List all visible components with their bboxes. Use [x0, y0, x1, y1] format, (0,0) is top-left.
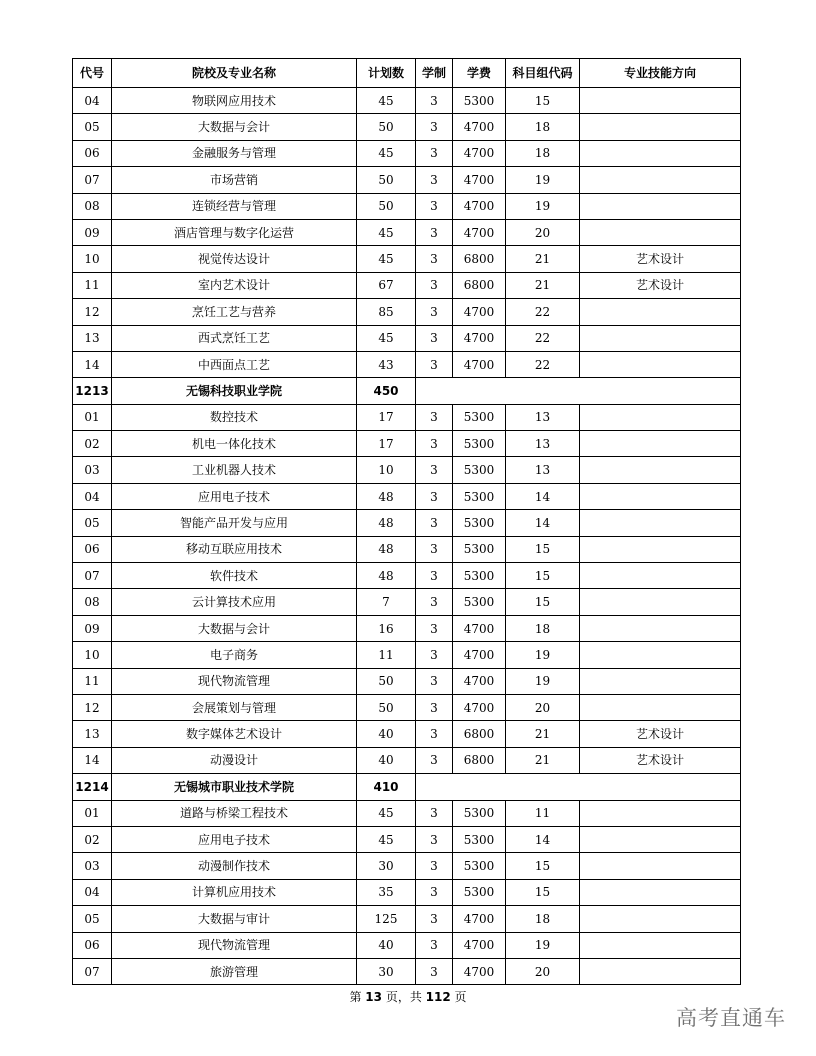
study-years: 3 [416, 457, 453, 483]
table-row [73, 219, 741, 245]
subject-group-code: 22 [506, 351, 580, 377]
study-years: 3 [416, 351, 453, 377]
study-years: 3 [416, 694, 453, 720]
plan-count: 43 [357, 351, 416, 377]
major-name: 市场营销 [112, 167, 357, 193]
major-code: 12 [73, 694, 112, 720]
tuition-fee: 6800 [453, 721, 506, 747]
subject-group-code: 13 [506, 457, 580, 483]
table-row [73, 510, 741, 536]
tuition-fee: 5300 [453, 483, 506, 509]
skill-direction [580, 853, 741, 879]
major-code: 02 [73, 431, 112, 457]
plan-count: 17 [357, 404, 416, 430]
subject-group-code: 19 [506, 932, 580, 958]
tuition-fee: 4700 [453, 325, 506, 351]
skill-direction [580, 958, 741, 984]
header-years: 学制 [416, 59, 453, 88]
subject-group-code: 14 [506, 483, 580, 509]
plan-count: 40 [357, 747, 416, 773]
skill-direction [580, 431, 741, 457]
plan-count: 50 [357, 193, 416, 219]
plan-count: 45 [357, 219, 416, 245]
study-years: 3 [416, 140, 453, 166]
skill-direction [580, 193, 741, 219]
major-name: 智能产品开发与应用 [112, 510, 357, 536]
major-name: 应用电子技术 [112, 826, 357, 852]
table-row [73, 88, 741, 114]
major-code: 05 [73, 510, 112, 536]
subject-group-code: 20 [506, 958, 580, 984]
table-body [73, 88, 741, 985]
skill-direction [580, 325, 741, 351]
skill-direction [580, 906, 741, 932]
subject-group-code: 15 [506, 88, 580, 114]
skill-direction [580, 932, 741, 958]
major-name: 大数据与会计 [112, 114, 357, 140]
table-row [73, 906, 741, 932]
footer-total-pages: 112 [425, 990, 451, 1004]
major-code: 04 [73, 483, 112, 509]
table-row [73, 193, 741, 219]
major-code: 07 [73, 958, 112, 984]
subject-group-code: 14 [506, 510, 580, 536]
subject-group-code: 21 [506, 272, 580, 298]
study-years: 3 [416, 642, 453, 668]
table-row [73, 563, 741, 589]
tuition-fee: 5300 [453, 536, 506, 562]
major-code: 01 [73, 800, 112, 826]
major-name: 大数据与审计 [112, 906, 357, 932]
major-name: 大数据与会计 [112, 615, 357, 641]
subject-group-code: 11 [506, 800, 580, 826]
table-row [73, 272, 741, 298]
subject-group-code: 18 [506, 615, 580, 641]
table-row [73, 299, 741, 325]
skill-direction [580, 642, 741, 668]
skill-direction [580, 879, 741, 905]
plan-count: 48 [357, 510, 416, 536]
subject-group-code: 19 [506, 642, 580, 668]
table-row [73, 431, 741, 457]
major-name: 数字媒体艺术设计 [112, 721, 357, 747]
major-code: 07 [73, 563, 112, 589]
major-name: 西式烹饪工艺 [112, 325, 357, 351]
major-code: 01 [73, 404, 112, 430]
tuition-fee: 4700 [453, 167, 506, 193]
study-years: 3 [416, 246, 453, 272]
subject-group-code: 15 [506, 536, 580, 562]
school-plan-total: 450 [357, 378, 416, 404]
watermark: 高考直通车 [676, 1006, 786, 1030]
skill-direction [580, 510, 741, 536]
plan-count: 45 [357, 140, 416, 166]
study-years: 3 [416, 668, 453, 694]
major-name: 视觉传达设计 [112, 246, 357, 272]
subject-group-code: 18 [506, 906, 580, 932]
plan-count: 11 [357, 642, 416, 668]
study-years: 3 [416, 272, 453, 298]
plan-count: 16 [357, 615, 416, 641]
school-name: 无锡科技职业学院 [112, 378, 357, 404]
table-row [73, 140, 741, 166]
study-years: 3 [416, 325, 453, 351]
major-name: 现代物流管理 [112, 932, 357, 958]
table-header-row [73, 59, 741, 88]
table-row [73, 404, 741, 430]
subject-group-code: 19 [506, 193, 580, 219]
major-name: 酒店管理与数字化运营 [112, 219, 357, 245]
major-code: 11 [73, 272, 112, 298]
study-years: 3 [416, 114, 453, 140]
school-code: 1213 [73, 378, 112, 404]
tuition-fee: 5300 [453, 404, 506, 430]
table-row [73, 932, 741, 958]
major-code: 06 [73, 536, 112, 562]
plan-count: 45 [357, 325, 416, 351]
plan-count: 40 [357, 721, 416, 747]
study-years: 3 [416, 510, 453, 536]
skill-direction [580, 219, 741, 245]
study-years: 3 [416, 431, 453, 457]
major-code: 05 [73, 114, 112, 140]
table-row [73, 800, 741, 826]
footer-prefix: 第 [349, 990, 362, 1004]
major-name: 电子商务 [112, 642, 357, 668]
table-row [73, 721, 741, 747]
header-skill-direction: 专业技能方向 [580, 59, 741, 88]
subject-group-code: 15 [506, 589, 580, 615]
tuition-fee: 6800 [453, 747, 506, 773]
study-years: 3 [416, 299, 453, 325]
table-row [73, 642, 741, 668]
study-years: 3 [416, 167, 453, 193]
major-code: 10 [73, 642, 112, 668]
plan-count: 10 [357, 457, 416, 483]
table-row [73, 589, 741, 615]
tuition-fee: 4700 [453, 299, 506, 325]
table-row [73, 246, 741, 272]
subject-group-code: 19 [506, 668, 580, 694]
subject-group-code: 20 [506, 219, 580, 245]
skill-direction: 艺术设计 [580, 272, 741, 298]
table-row [73, 615, 741, 641]
subject-group-code: 22 [506, 299, 580, 325]
study-years: 3 [416, 853, 453, 879]
major-name: 应用电子技术 [112, 483, 357, 509]
footer-page-number: 13 [365, 990, 382, 1004]
major-name: 计算机应用技术 [112, 879, 357, 905]
major-name: 物联网应用技术 [112, 88, 357, 114]
major-name: 动漫制作技术 [112, 853, 357, 879]
school-row [73, 378, 741, 404]
plan-count: 7 [357, 589, 416, 615]
major-name: 现代物流管理 [112, 668, 357, 694]
study-years: 3 [416, 906, 453, 932]
plan-count: 50 [357, 114, 416, 140]
skill-direction [580, 589, 741, 615]
skill-direction [580, 351, 741, 377]
major-code: 14 [73, 747, 112, 773]
footer-middle: 页，共 [385, 990, 422, 1004]
tuition-fee: 4700 [453, 615, 506, 641]
major-code: 03 [73, 853, 112, 879]
tuition-fee: 5300 [453, 510, 506, 536]
table-row [73, 114, 741, 140]
tuition-fee: 5300 [453, 800, 506, 826]
skill-direction [580, 800, 741, 826]
major-code: 12 [73, 299, 112, 325]
table-row [73, 668, 741, 694]
header-subject-code: 科目组代码 [506, 59, 580, 88]
subject-group-code: 15 [506, 563, 580, 589]
major-code: 02 [73, 826, 112, 852]
skill-direction [580, 457, 741, 483]
major-name: 移动互联应用技术 [112, 536, 357, 562]
major-name: 工业机器人技术 [112, 457, 357, 483]
major-code: 06 [73, 932, 112, 958]
skill-direction: 艺术设计 [580, 246, 741, 272]
subject-group-code: 22 [506, 325, 580, 351]
plan-count: 48 [357, 536, 416, 562]
major-name: 云计算技术应用 [112, 589, 357, 615]
plan-count: 35 [357, 879, 416, 905]
school-row-blank [416, 774, 741, 800]
skill-direction [580, 668, 741, 694]
plan-count: 30 [357, 958, 416, 984]
tuition-fee: 4700 [453, 906, 506, 932]
tuition-fee: 5300 [453, 457, 506, 483]
plan-count: 45 [357, 246, 416, 272]
skill-direction [580, 536, 741, 562]
footer-suffix: 页 [454, 990, 467, 1004]
major-name: 数控技术 [112, 404, 357, 430]
plan-count: 50 [357, 167, 416, 193]
table-row [73, 536, 741, 562]
plan-count: 67 [357, 272, 416, 298]
plan-count: 50 [357, 668, 416, 694]
header-plan: 计划数 [357, 59, 416, 88]
skill-direction [580, 140, 741, 166]
skill-direction [580, 299, 741, 325]
major-code: 13 [73, 325, 112, 351]
major-code: 06 [73, 140, 112, 166]
school-row [73, 774, 741, 800]
study-years: 3 [416, 219, 453, 245]
subject-group-code: 15 [506, 853, 580, 879]
tuition-fee: 4700 [453, 219, 506, 245]
major-code: 08 [73, 589, 112, 615]
tuition-fee: 4700 [453, 958, 506, 984]
school-plan-total: 410 [357, 774, 416, 800]
subject-group-code: 14 [506, 826, 580, 852]
table-row [73, 879, 741, 905]
major-name: 室内艺术设计 [112, 272, 357, 298]
tuition-fee: 6800 [453, 246, 506, 272]
tuition-fee: 5300 [453, 563, 506, 589]
skill-direction [580, 88, 741, 114]
school-code: 1214 [73, 774, 112, 800]
skill-direction [580, 694, 741, 720]
major-code: 09 [73, 615, 112, 641]
major-name: 连锁经营与管理 [112, 193, 357, 219]
major-name: 软件技术 [112, 563, 357, 589]
study-years: 3 [416, 879, 453, 905]
study-years: 3 [416, 721, 453, 747]
study-years: 3 [416, 589, 453, 615]
study-years: 3 [416, 615, 453, 641]
tuition-fee: 5300 [453, 589, 506, 615]
major-name: 金融服务与管理 [112, 140, 357, 166]
table-row [73, 694, 741, 720]
header-name: 院校及专业名称 [112, 59, 357, 88]
study-years: 3 [416, 747, 453, 773]
study-years: 3 [416, 826, 453, 852]
subject-group-code: 18 [506, 114, 580, 140]
major-code: 05 [73, 906, 112, 932]
major-name: 会展策划与管理 [112, 694, 357, 720]
tuition-fee: 4700 [453, 694, 506, 720]
table-row [73, 853, 741, 879]
tuition-fee: 4700 [453, 668, 506, 694]
major-name: 旅游管理 [112, 958, 357, 984]
school-row-blank [416, 378, 741, 404]
study-years: 3 [416, 563, 453, 589]
header-code: 代号 [73, 59, 112, 88]
plan-count: 30 [357, 853, 416, 879]
major-code: 07 [73, 167, 112, 193]
table-row [73, 747, 741, 773]
tuition-fee: 4700 [453, 140, 506, 166]
major-code: 03 [73, 457, 112, 483]
major-code: 11 [73, 668, 112, 694]
skill-direction [580, 404, 741, 430]
major-name: 中西面点工艺 [112, 351, 357, 377]
tuition-fee: 6800 [453, 272, 506, 298]
study-years: 3 [416, 536, 453, 562]
study-years: 3 [416, 404, 453, 430]
tuition-fee: 4700 [453, 932, 506, 958]
major-name: 烹饪工艺与营养 [112, 299, 357, 325]
skill-direction [580, 615, 741, 641]
study-years: 3 [416, 800, 453, 826]
major-code: 14 [73, 351, 112, 377]
plan-count: 125 [357, 906, 416, 932]
plan-count: 48 [357, 483, 416, 509]
table-row [73, 457, 741, 483]
subject-group-code: 21 [506, 747, 580, 773]
plan-count: 45 [357, 800, 416, 826]
table-row [73, 325, 741, 351]
major-name: 机电一体化技术 [112, 431, 357, 457]
tuition-fee: 5300 [453, 88, 506, 114]
school-name: 无锡城市职业技术学院 [112, 774, 357, 800]
skill-direction [580, 114, 741, 140]
plan-count: 17 [357, 431, 416, 457]
skill-direction [580, 563, 741, 589]
tuition-fee: 5300 [453, 853, 506, 879]
skill-direction [580, 167, 741, 193]
major-code: 04 [73, 88, 112, 114]
enrollment-plan-table [72, 58, 741, 985]
subject-group-code: 21 [506, 721, 580, 747]
plan-count: 50 [357, 694, 416, 720]
header-fee: 学费 [453, 59, 506, 88]
plan-count: 45 [357, 826, 416, 852]
skill-direction [580, 483, 741, 509]
subject-group-code: 13 [506, 404, 580, 430]
tuition-fee: 4700 [453, 114, 506, 140]
study-years: 3 [416, 958, 453, 984]
table-row [73, 958, 741, 984]
tuition-fee: 4700 [453, 351, 506, 377]
skill-direction: 艺术设计 [580, 747, 741, 773]
study-years: 3 [416, 932, 453, 958]
subject-group-code: 21 [506, 246, 580, 272]
plan-count: 40 [357, 932, 416, 958]
major-code: 04 [73, 879, 112, 905]
table-row [73, 167, 741, 193]
study-years: 3 [416, 193, 453, 219]
tuition-fee: 4700 [453, 193, 506, 219]
plan-count: 85 [357, 299, 416, 325]
tuition-fee: 4700 [453, 642, 506, 668]
tuition-fee: 5300 [453, 879, 506, 905]
subject-group-code: 20 [506, 694, 580, 720]
table-row [73, 826, 741, 852]
skill-direction: 艺术设计 [580, 721, 741, 747]
study-years: 3 [416, 483, 453, 509]
subject-group-code: 19 [506, 167, 580, 193]
major-code: 08 [73, 193, 112, 219]
major-name: 道路与桥梁工程技术 [112, 800, 357, 826]
major-name: 动漫设计 [112, 747, 357, 773]
subject-group-code: 13 [506, 431, 580, 457]
subject-group-code: 15 [506, 879, 580, 905]
skill-direction [580, 826, 741, 852]
table-row [73, 351, 741, 377]
subject-group-code: 18 [506, 140, 580, 166]
plan-count: 48 [357, 563, 416, 589]
major-code: 09 [73, 219, 112, 245]
major-code: 10 [73, 246, 112, 272]
plan-count: 45 [357, 88, 416, 114]
tuition-fee: 5300 [453, 826, 506, 852]
major-code: 13 [73, 721, 112, 747]
table-row [73, 483, 741, 509]
tuition-fee: 5300 [453, 431, 506, 457]
study-years: 3 [416, 88, 453, 114]
